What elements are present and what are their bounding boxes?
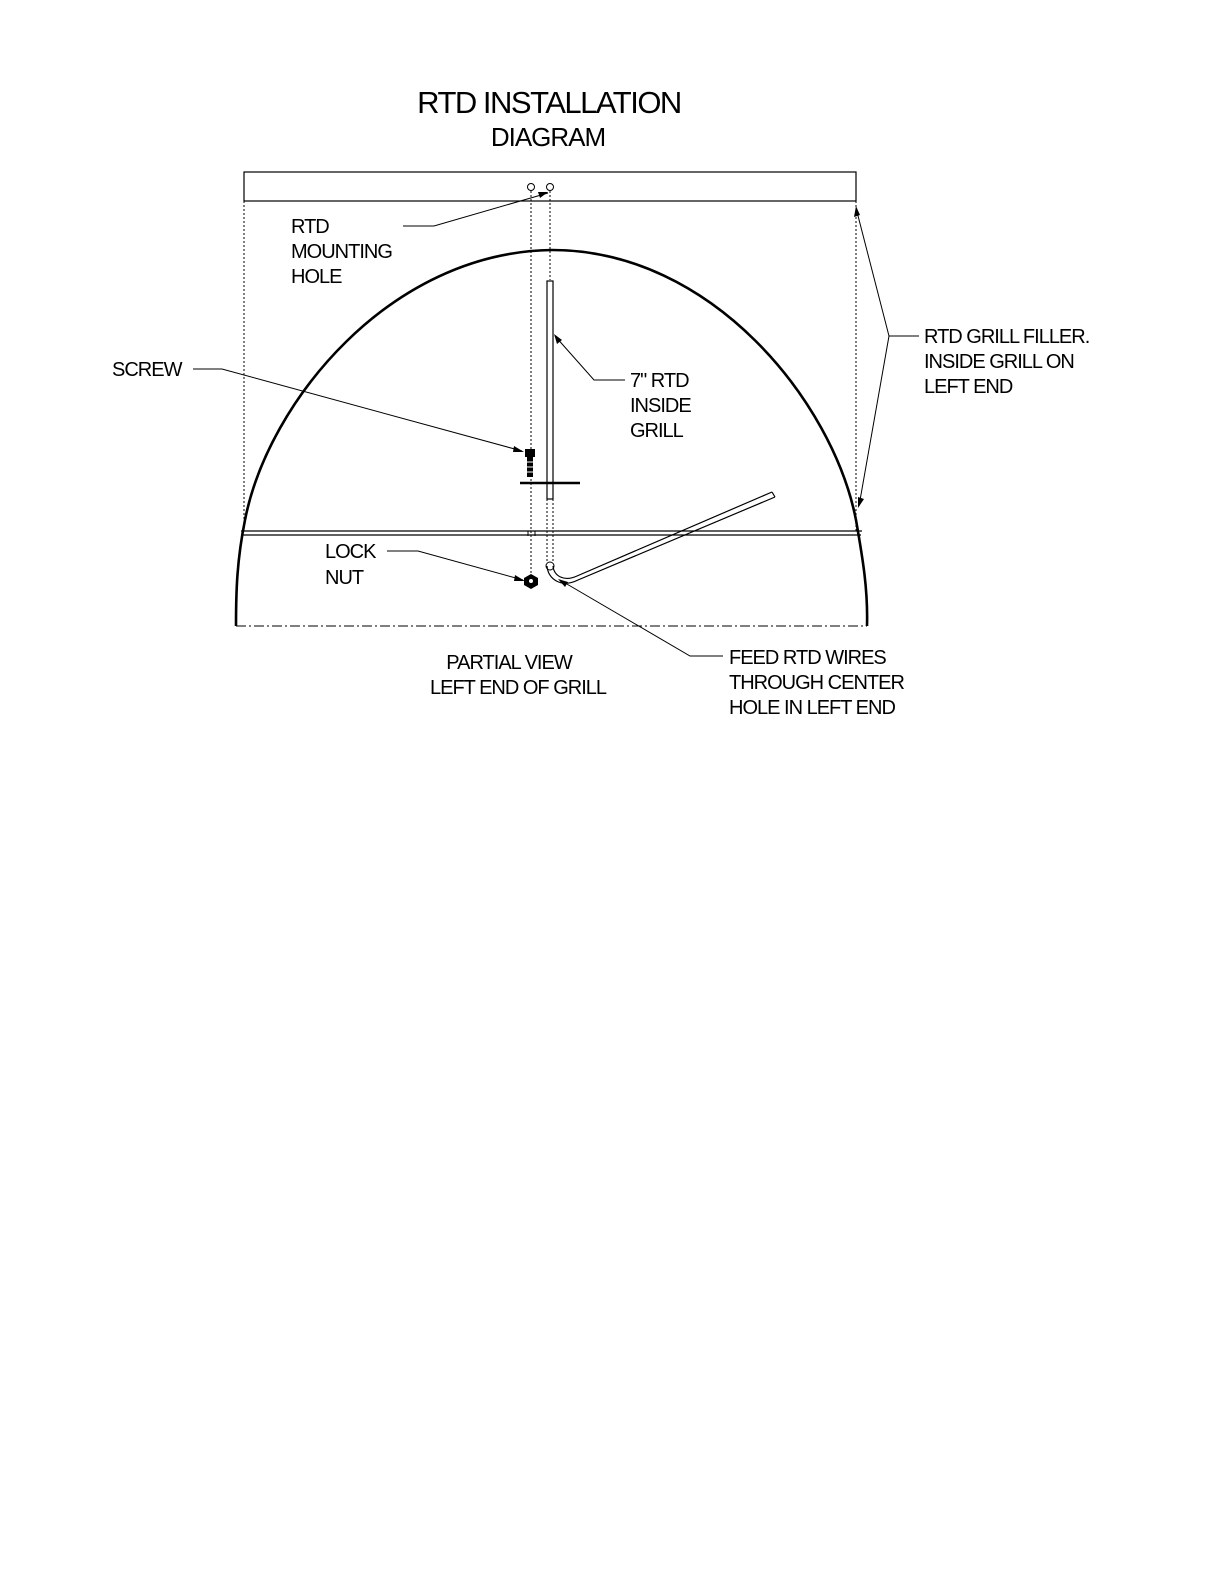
svg-text:HOLE: HOLE (291, 266, 342, 288)
diagram-title: RTD INSTALLATION (417, 85, 681, 120)
label-lock-nut (325, 541, 377, 589)
svg-text:LEFT END: LEFT END (924, 376, 1013, 398)
svg-text:MOUNTING: MOUNTING (291, 241, 392, 263)
svg-text:7" RTD: 7" RTD (630, 370, 689, 392)
svg-text:NUT: NUT (325, 567, 364, 589)
svg-text:HOLE IN LEFT END: HOLE IN LEFT END (729, 697, 895, 719)
label-feed-rtd-wires (729, 647, 904, 719)
label-screw (112, 359, 183, 381)
rtd-probe (528, 281, 553, 563)
svg-text:RTD GRILL FILLER.: RTD GRILL FILLER. (924, 326, 1090, 348)
label-7in-rtd (630, 370, 691, 442)
lock-nut-icon (524, 574, 538, 589)
label-rtd-mounting-hole (291, 216, 392, 288)
svg-text:PARTIAL VIEW: PARTIAL VIEW (446, 652, 572, 674)
svg-text:LEFT END OF GRILL: LEFT END OF GRILL (429, 677, 607, 699)
svg-text:FEED RTD WIRES: FEED RTD WIRES (729, 647, 886, 669)
svg-text:INSIDE GRILL ON: INSIDE GRILL ON (924, 351, 1074, 373)
screw-icon (525, 449, 535, 477)
diagram-subtitle: DIAGRAM (490, 122, 606, 152)
rtd-mounting-holes (528, 184, 554, 586)
svg-text:SCREW: SCREW (112, 359, 182, 381)
svg-text:INSIDE: INSIDE (630, 395, 691, 417)
label-partial-view (430, 652, 607, 699)
svg-text:RTD: RTD (291, 216, 329, 238)
label-rtd-grill-filler (924, 326, 1089, 398)
rtd-wires (546, 492, 775, 583)
svg-text:LOCK: LOCK (325, 541, 376, 563)
svg-text:THROUGH CENTER: THROUGH CENTER (729, 672, 904, 694)
svg-text:GRILL: GRILL (630, 420, 683, 442)
